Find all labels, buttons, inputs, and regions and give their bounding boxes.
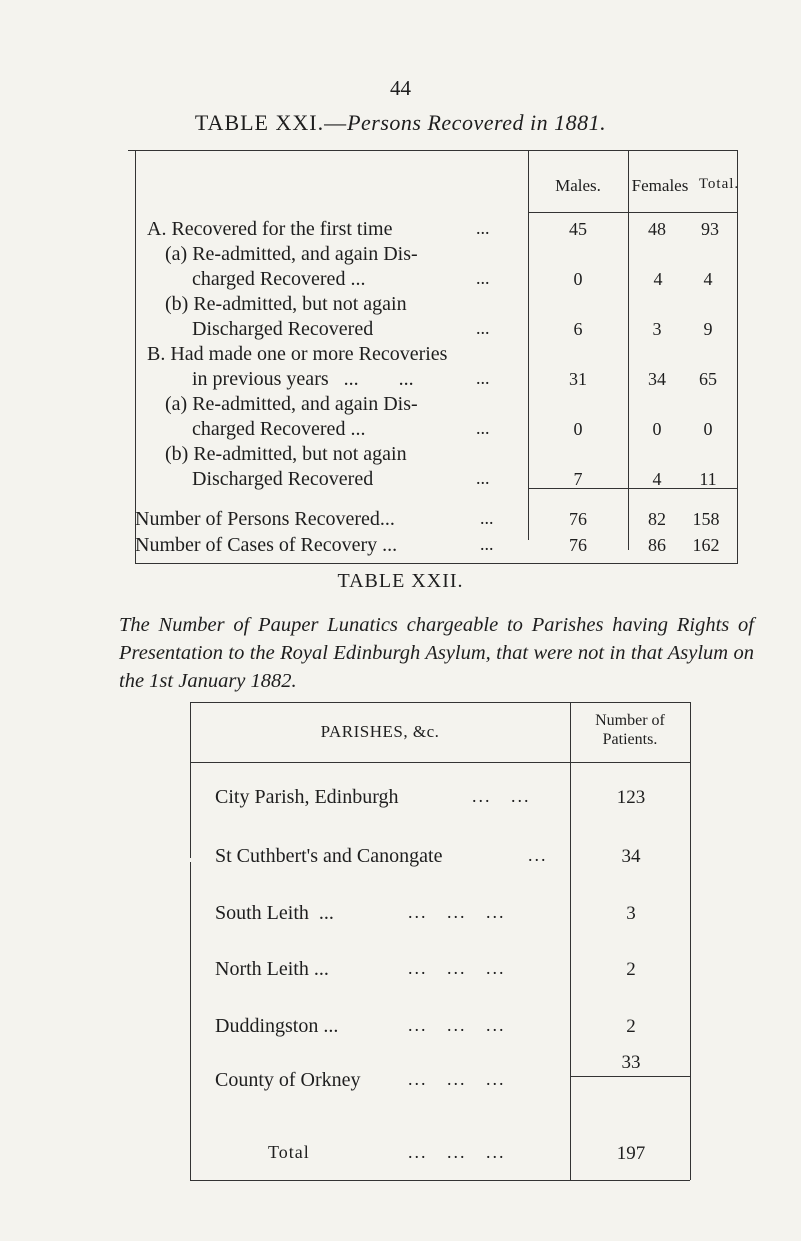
parish-dots: ... ... ...: [408, 902, 506, 922]
summary-females: 86: [648, 535, 666, 555]
header-females: Females: [631, 176, 689, 195]
page-number: 44: [390, 76, 411, 100]
row-total: 93: [701, 219, 719, 239]
parish-number: 2: [626, 1016, 636, 1037]
table22-title: TABLE XXII.: [337, 570, 464, 592]
header-number-line2: Patients.: [602, 731, 658, 748]
summary-label: Number of Persons Recovered...: [135, 508, 395, 530]
row-males: 0: [573, 419, 583, 439]
parish-name: St Cuthbert's and Canongate: [215, 845, 443, 867]
row-males: 0: [573, 269, 583, 289]
summary-total: 162: [692, 535, 720, 555]
table22-total-rule: [570, 1076, 690, 1077]
row-label: (b) Re-admitted, but not again: [165, 443, 407, 465]
row-males: 7: [573, 469, 583, 489]
total-dots: ... ... ...: [408, 1142, 506, 1162]
parish-name: South Leith ...: [215, 902, 334, 924]
table21-top-rule: [128, 150, 738, 151]
total-label: Total: [268, 1142, 310, 1162]
row-females: 4: [653, 269, 663, 289]
row-label: B. Had made one or more Recoveries: [147, 343, 448, 365]
row-total: 65: [699, 369, 717, 389]
row-dots: ...: [476, 418, 490, 438]
table22-bottom-rule: [190, 1180, 690, 1181]
summary-label: Number of Cases of Recovery ...: [135, 534, 398, 556]
header-parishes: PARISHES, &c.: [320, 722, 440, 741]
row-males: 45: [569, 219, 587, 239]
row-males: 6: [573, 319, 583, 339]
table21-title-sep: —: [324, 110, 348, 135]
row-females: 48: [648, 219, 666, 239]
row-dots: ...: [476, 318, 490, 338]
parish-name: City Parish, Edinburgh: [215, 786, 399, 808]
table21-bottom-rule: [135, 563, 738, 564]
table21-title-italic: Persons Recovered in 1881.: [347, 110, 607, 135]
row-label: (b) Re-admitted, but not again: [165, 293, 407, 315]
parish-name: County of Orkney: [215, 1069, 361, 1091]
row-label: (a) Re-admitted, and again Dis-: [165, 393, 418, 415]
parish-dots: ... ...: [472, 786, 531, 806]
table22-col-rule: [570, 702, 571, 1180]
row-label: (a) Re-admitted, and again Dis-: [165, 243, 418, 265]
table21-title: [0, 110, 801, 136]
parish-dots: ...: [528, 845, 548, 865]
table21-col-rule-2: [628, 150, 629, 550]
row-males: 31: [569, 369, 587, 389]
parish-name: North Leith ...: [215, 958, 329, 980]
summary-males: 76: [569, 509, 587, 529]
table21-header-rule: [528, 212, 738, 213]
row-females: 3: [652, 319, 662, 339]
summary-females: 82: [648, 509, 666, 529]
table22-left-rule-lower: [190, 862, 191, 1180]
row-label: in previous years ... ...: [192, 368, 414, 390]
parish-number: 123: [616, 787, 646, 808]
parish-number: 34: [621, 846, 641, 867]
row-dots: ...: [476, 268, 490, 288]
header-number-line1: Number of: [595, 712, 665, 729]
row-total: 0: [703, 419, 713, 439]
summary-dots: ...: [480, 508, 494, 528]
header-total: Total.: [698, 176, 740, 192]
summary-total: 158: [692, 509, 720, 529]
parish-number: 3: [626, 903, 636, 924]
parish-number: 2: [626, 959, 636, 980]
parish-number: 33: [621, 1052, 641, 1073]
row-label: A. Recovered for the first time: [147, 218, 393, 240]
table22-right-rule: [690, 702, 691, 1180]
parish-dots: ... ... ...: [408, 1015, 506, 1035]
summary-males: 76: [569, 535, 587, 555]
table22-top-rule: [190, 702, 690, 703]
row-total: 4: [703, 269, 713, 289]
row-dots: ...: [476, 368, 490, 388]
row-label: charged Recovered ...: [192, 418, 366, 440]
parish-dots: ... ... ...: [408, 958, 506, 978]
parish-dots: ... ... ...: [408, 1069, 506, 1089]
row-total: 11: [699, 469, 717, 489]
row-dots: ...: [476, 468, 490, 488]
table21-title-main: TABLE XXI.: [194, 110, 325, 135]
row-dots: ...: [476, 218, 490, 238]
table21-left-rule: [135, 150, 136, 563]
row-label: Discharged Recovered: [192, 468, 374, 490]
row-label: Discharged Recovered: [192, 318, 374, 340]
header-males: Males.: [555, 176, 601, 195]
table22-subtitle: The Number of Pauper Lunatics chargeable to Parishes having Rights of Presentation to the Royal Edinburgh Asylum, that were not in that Asylum on the 1st January 1882.: [119, 614, 754, 692]
row-females: 4: [652, 469, 662, 489]
row-total: 9: [703, 319, 713, 339]
table22-header-rule: [190, 762, 690, 763]
row-label: charged Recovered ...: [192, 268, 366, 290]
total-value: 197: [616, 1143, 646, 1164]
summary-dots: ...: [480, 534, 494, 554]
row-females: 0: [652, 419, 662, 439]
parish-name: Duddingston ...: [215, 1015, 339, 1037]
row-females: 34: [648, 369, 666, 389]
